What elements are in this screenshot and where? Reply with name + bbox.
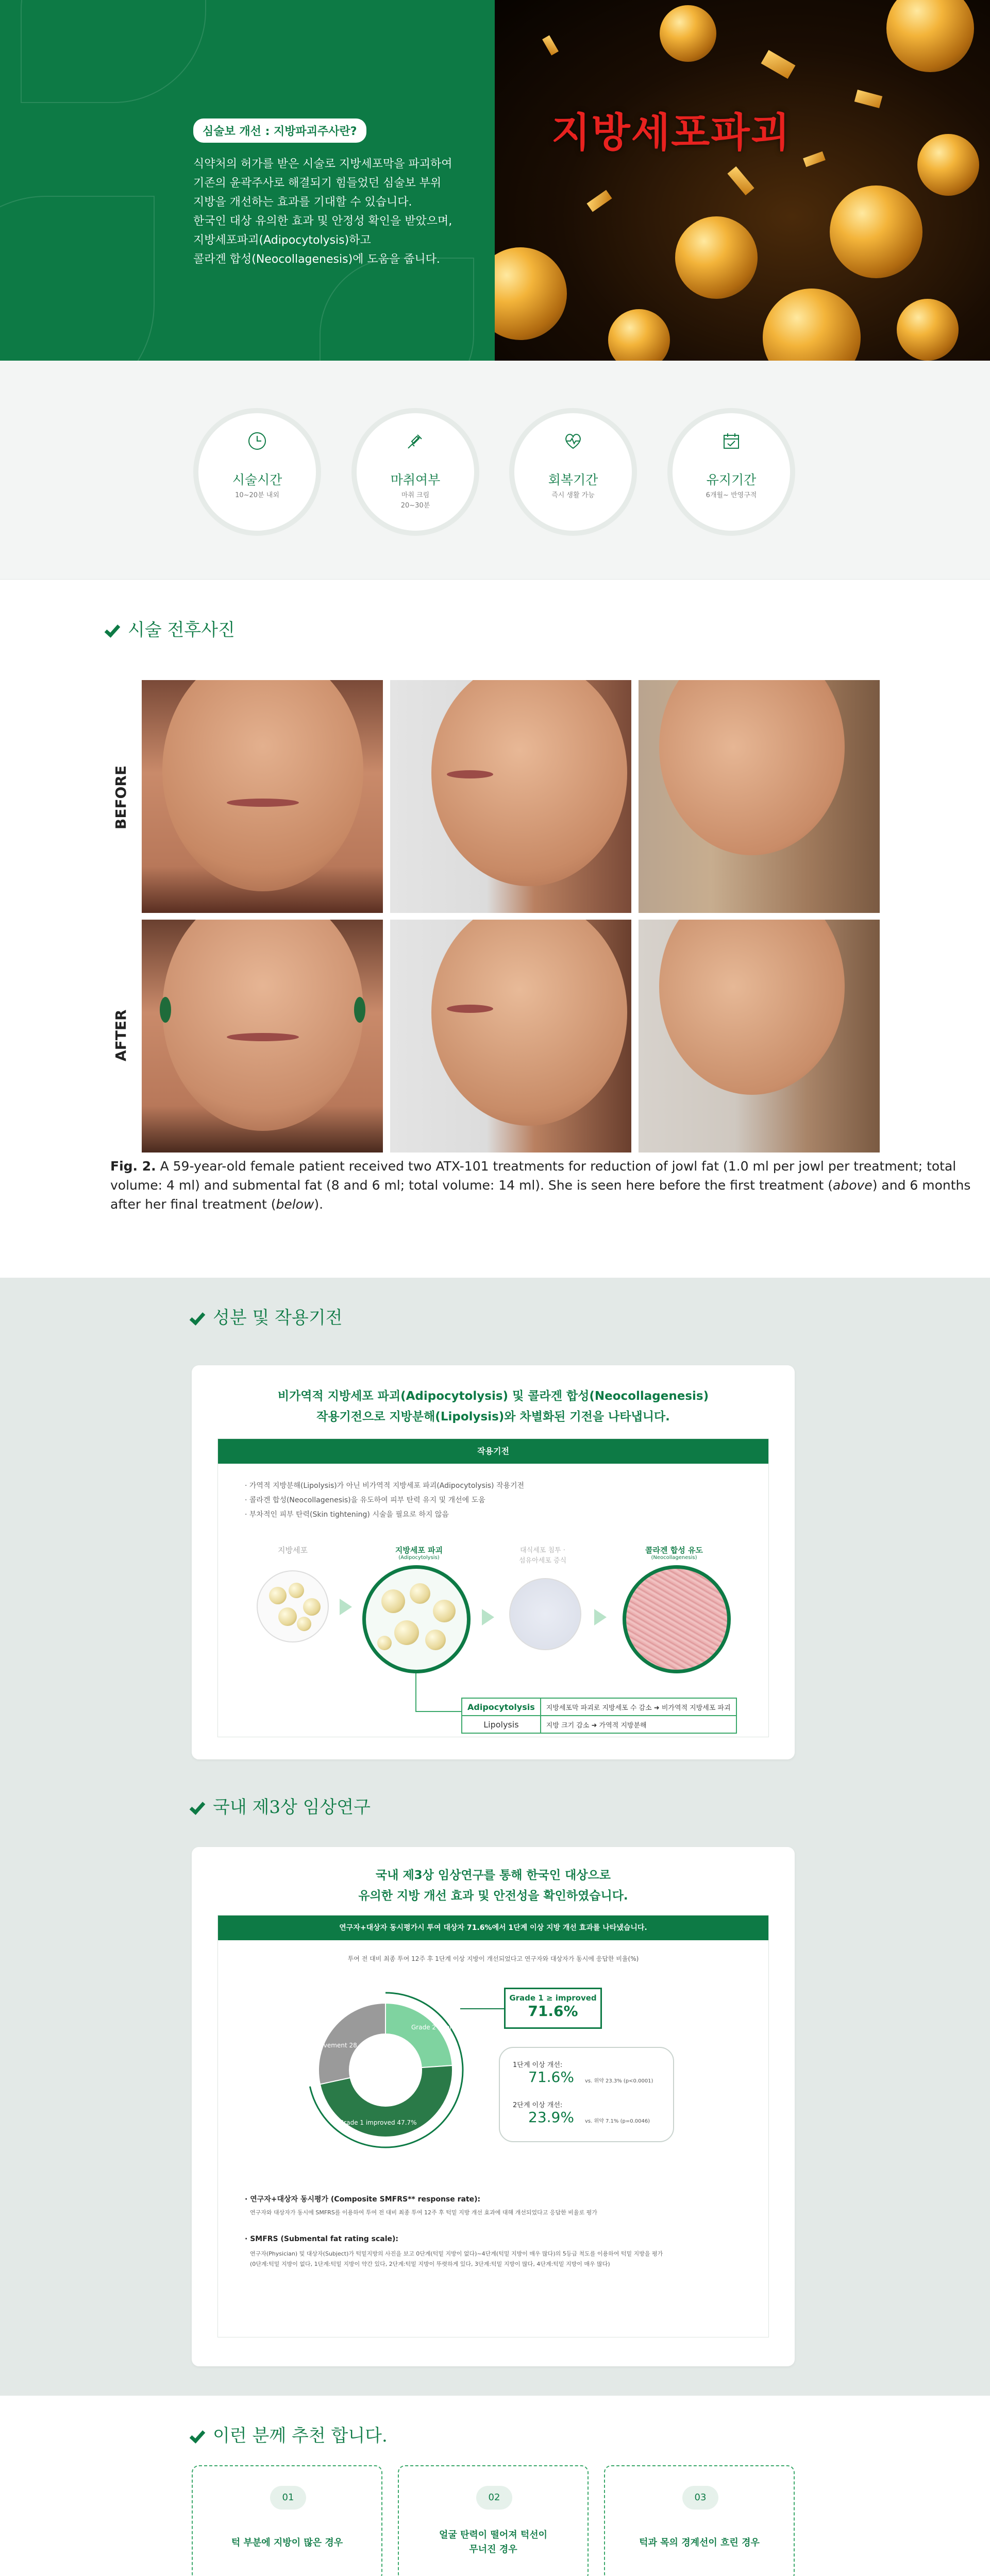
arrow-icon: [594, 1609, 607, 1625]
gold-sphere: [763, 289, 861, 361]
clinical-heading: [192, 1865, 795, 1906]
hero-intro-panel: [0, 0, 495, 361]
caption-text: after her final treatment (: [110, 1197, 276, 1212]
note-title: [245, 2235, 398, 2243]
cmp-label: 2단계 이상 개선:: [513, 2102, 563, 2109]
caption-italic: below: [276, 1197, 314, 1212]
gold-shard: [761, 50, 796, 79]
info-title: 회복기간: [548, 472, 598, 487]
info-sub-line: 20~30분: [400, 502, 430, 510]
hero-description: [193, 155, 482, 269]
donut-label-grade1: Grade 1 improved 47.7%: [339, 2119, 417, 2126]
leaf-decoration: [0, 196, 155, 361]
before-photo-front: [142, 680, 383, 913]
gold-shard: [727, 166, 754, 195]
step-label: 지방세포: [278, 1546, 308, 1555]
step-label: 지방세포 파괴: [395, 1546, 443, 1555]
heading-line: 유의한 지방 개선 효과 및 안전성을 확인하였습니다.: [358, 1889, 628, 1903]
recommend-text: [193, 2536, 381, 2550]
table-cell: 지방 크기 감소 ➜ 가역적 지방분해: [541, 1716, 736, 1733]
recommend-line: 턱 부분에 지방이 많은 경우: [231, 2537, 343, 2548]
table-cell-head: Adipocytolysis: [462, 1698, 541, 1716]
chart-subtitle: 투여 전 대비 최종 투여 12주 후 1단계 이상 지방이 개선되었다고 연구자와 대상자가 동시에 응답한 비율(%): [347, 1955, 639, 1962]
step-label: 대식세포 침투 ·: [520, 1547, 565, 1554]
hero-line: 식약처의 허가를 받은 시술로 지방세포막을 파괴하여: [193, 158, 452, 171]
hero-image: [495, 0, 990, 361]
mechanism-bullet: · 콜라겐 합성(Neocollagenesis)을 유도하여 피부 탄력 유지 및 개선에 도움: [245, 1496, 485, 1504]
cmp-value: 23.9%: [528, 2109, 574, 2126]
note-text: 연구자와 대상자가 동시에 SMFRS를 이용하여 투여 전 대비 최종 투여 12주 후 턱밑 지방 개선 효과에 대해 개선되었다고 응답한 비율로 평가: [250, 2209, 597, 2216]
caption-line: [110, 1176, 971, 1195]
section-title-text: 국내 제3상 임상연구: [213, 1797, 371, 1818]
gold-sphere: [886, 0, 974, 72]
section-title-mechanism: [193, 1303, 343, 1329]
hero-line: 기존의 윤곽주사로 해결되기 힘들었던 심술보 부위: [193, 177, 442, 190]
step-label: 콜라겐 합성 유도: [645, 1546, 703, 1555]
gold-sphere: [660, 5, 716, 62]
gold-sphere: [917, 134, 979, 196]
gold-sphere: [830, 185, 922, 278]
recommend-line: 턱과 목의 경계선이 흐린 경우: [639, 2537, 760, 2548]
section-title-text: 시술 전후사진: [128, 620, 235, 640]
hero-section: [0, 0, 990, 361]
mechanism-bullet: · 가역적 지방분해(Lipolysis)가 아닌 비가역적 지방세포 파괴(Adipocytolysis) 작용기전: [245, 1482, 525, 1490]
info-circle: [351, 408, 479, 536]
cmp-note: vs. 위약 7.1% (p=0.0046): [585, 2119, 650, 2124]
donut-label-none: No improvement 28.4%: [295, 2042, 369, 2049]
note-bold: · SMFRS (Submental fat rating scale):: [245, 2235, 399, 2243]
info-circle: [667, 408, 795, 536]
heading-line: 작용기전으로 지방분해(Lipolysis)와 차별화된 기전을 나타냅니다.: [316, 1410, 670, 1423]
info-sub-line: 마취 크림: [401, 492, 430, 499]
after-photo-profile: [639, 920, 880, 1153]
hero-pill-label: 심술보 개선 : 지방파괴주사란?: [193, 118, 366, 143]
donut-label-grade2: Grade 2 improved 23.9%: [411, 2024, 489, 2031]
mechanism-bar: 작용기전: [218, 1439, 768, 1464]
gold-sphere: [897, 299, 959, 361]
mechanism-heading: [192, 1386, 795, 1427]
gold-shard: [542, 35, 559, 55]
comparison-box: [499, 2047, 674, 2142]
recommend-number: 01: [270, 2486, 306, 2510]
caption-text: volume: 4 ml) and submental fat (8 and 6 ml; total volume: 14 ml). She is seen here before the first treatment (: [110, 1178, 833, 1193]
cmp-value: 71.6%: [528, 2069, 574, 2086]
step-sub: 섬유아세포 증식: [518, 1557, 567, 1565]
info-circle: [193, 408, 321, 536]
check-icon: [105, 621, 121, 638]
note-bold: · 연구자+대상자 동시평가 (Composite SMFRS** response rate):: [245, 2195, 481, 2204]
info-title: 유지기간: [706, 472, 757, 487]
recommend-line: 무너진 경우: [469, 2544, 517, 2555]
step-sub: (Neocollagenesis): [651, 1555, 697, 1561]
note-title: [245, 2194, 480, 2204]
info-title: 시술시간: [232, 472, 282, 487]
table-cell-head: Lipolysis: [462, 1716, 541, 1733]
info-circle: [509, 408, 637, 536]
syringe-icon: [405, 431, 426, 451]
info-sub: [357, 490, 474, 511]
connector-line: [415, 1673, 416, 1712]
cmp-note: vs. 위약 23.3% (p<0.0001): [585, 2078, 653, 2084]
hero-line: 지방세포파괴(Adipocytolysis)하고: [193, 234, 371, 247]
mechanism-bullet: · 부차적인 피부 탄력(Skin tightening) 시술을 필요로 하지 않음: [245, 1511, 449, 1519]
caption-text: ).: [314, 1197, 324, 1212]
check-icon: [190, 2427, 206, 2444]
info-sub: 즉시 생활 가능: [551, 492, 595, 499]
result-value: 71.6%: [528, 2003, 578, 2020]
before-photo-profile: [639, 680, 880, 913]
clock-icon: [247, 431, 267, 451]
note-text: (0단계:턱밑 지방이 없다, 1단계:턱밑 지방이 약간 있다, 2단계:턱밑 지방이 뚜렷하게 있다, 3단계:턱밑 지방이 많다, 4단계:턱밑 지방이 매우 많다): [250, 2261, 610, 2267]
mechanism-card: [192, 1365, 795, 1759]
before-label: BEFORE: [112, 765, 129, 829]
caption-line: [110, 1195, 883, 1214]
leaf-decoration: [320, 258, 474, 361]
after-photo-front: [142, 920, 383, 1153]
result-connector: [460, 2008, 504, 2009]
section-title-text: 성분 및 작용기전: [213, 1308, 343, 1328]
gold-shard: [803, 151, 826, 167]
recommend-number: 02: [476, 2486, 512, 2510]
section-title-recommend: [193, 2421, 388, 2447]
clinical-card: [192, 1847, 795, 2366]
connector-line: [415, 1711, 462, 1712]
after-label: AFTER: [112, 1009, 129, 1061]
hero-line: 한국인 대상 유의한 효과 및 안정성 확인을 받았으며,: [193, 215, 452, 228]
clinical-bar: 연구자+대상자 동시평가시 투여 대상자 71.6%에서 1단계 이상 지방 개선 효과를 나타냈습니다.: [218, 1916, 768, 1940]
gold-sphere: [675, 216, 758, 299]
result-label: Grade 1 ≥ improved: [509, 1993, 597, 2003]
note-text: 연구자(Physician) 및 대상자(Subject)가 턱밑지방의 사진을 보고 0단계(턱밑 지방이 없다)~4단계(턱밑 지방이 매우 많다)의 5등급 척도를 이용하여 턱밑 지방을 평가: [250, 2250, 663, 2257]
fat-cell-circle: [257, 1570, 329, 1642]
macrophage-circle: [509, 1578, 581, 1650]
table-cell: 지방세포막 파괴로 지방세포 수 감소 ➜ 비가역적 지방세포 파괴: [541, 1698, 736, 1716]
info-title: 마취여부: [390, 472, 441, 487]
procedure-info: [0, 361, 990, 580]
step-sub: (Adipocytolysis): [398, 1555, 440, 1561]
donut-slice-1: [385, 2003, 452, 2067]
caption-text: ) and 6 months: [872, 1178, 971, 1193]
caption-fig-label: Fig. 2.: [110, 1159, 156, 1174]
gold-sphere: [495, 247, 567, 340]
leaf-decoration: [21, 0, 206, 103]
collagen-circle: [623, 1565, 731, 1673]
recommend-card: [192, 2465, 382, 2576]
table-row: [462, 1698, 736, 1716]
section-title-text: 이런 분께 추천 합니다.: [213, 2426, 388, 2446]
arrow-icon: [340, 1599, 352, 1615]
mechanism-table: [461, 1698, 737, 1734]
caption-text: A 59-year-old female patient received two ATX-101 treatments for reduction of jowl fat (1.0 ml per jowl per treatment; total: [156, 1159, 957, 1174]
check-icon: [190, 1309, 206, 1326]
heading-line: 비가역적 지방세포 파괴(Adipocytolysis) 및 콜라겐 합성(Neocollagenesis): [277, 1389, 709, 1403]
recommend-card: [398, 2465, 589, 2576]
cmp-label: 1단계 이상 개선:: [513, 2061, 563, 2069]
info-sub: 6개월~ 반영구적: [706, 492, 757, 499]
recommend-text: [605, 2536, 794, 2550]
donut-chart: [303, 1988, 489, 2153]
mechanism-box: [217, 1438, 769, 1737]
hero-line: 지방을 개선하는 효과를 기대할 수 있습니다.: [193, 196, 412, 209]
check-icon: [190, 1799, 206, 1815]
info-sub: 10~20분 내외: [235, 492, 279, 499]
caption-line: [110, 1157, 957, 1176]
caption-italic: above: [833, 1178, 872, 1193]
result-box: [504, 1988, 602, 2029]
recommend-number: 03: [682, 2486, 718, 2510]
hero-title: 지방세포파괴: [551, 110, 791, 156]
before-photo-angle: [390, 680, 631, 913]
after-photo-angle: [390, 920, 631, 1153]
section-title-before-after: [108, 616, 235, 641]
adipocytolysis-circle: [362, 1565, 471, 1673]
hero-line: 콜라겐 합성(Neocollagenesis)에 도움을 줍니다.: [193, 253, 440, 266]
heart-pulse-icon: [563, 431, 583, 451]
recommend-line: 얼굴 탄력이 떨어져 턱선이: [439, 2530, 548, 2540]
gold-sphere: [608, 309, 670, 361]
recommend-card: [604, 2465, 795, 2576]
gold-shard: [854, 90, 883, 108]
table-row: [462, 1716, 736, 1733]
gold-shard: [586, 190, 612, 212]
section-title-clinical: [193, 1793, 371, 1818]
figure-caption: [110, 1157, 971, 1214]
heading-line: 국내 제3상 임상연구를 통해 한국인 대상으로: [376, 1869, 611, 1882]
calendar-check-icon: [721, 431, 742, 451]
clinical-box: [217, 1915, 769, 2337]
recommend-text: [399, 2528, 588, 2557]
gray-section: [0, 1278, 990, 2396]
arrow-icon: [482, 1609, 494, 1625]
